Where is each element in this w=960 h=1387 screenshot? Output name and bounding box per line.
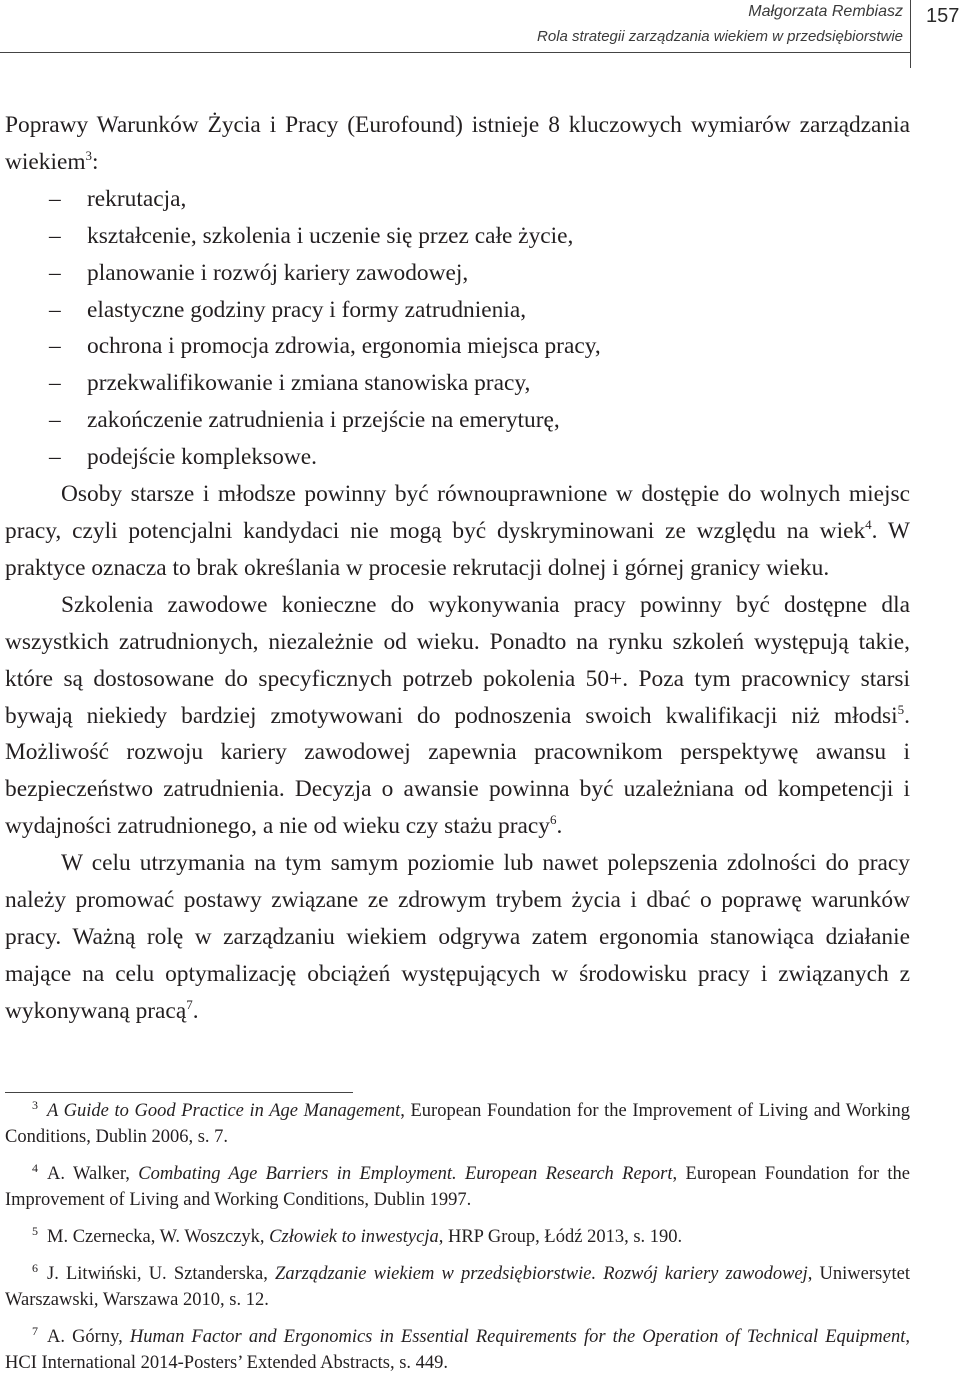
list-item: – przekwalifikowanie i zmiana stanowiska pracy, [87,365,910,402]
footnotes [5,1098,910,1387]
footnote-ref-3[interactable]: 3 [85,147,93,163]
list-item: – planowanie i rozwój kariery zawodowej, [87,255,910,292]
header-vertical-rule [910,0,911,68]
list-item: – podejście kompleksowe. [87,439,910,476]
footnote-4: $^4$ A. Walker, Combating Age Barriers in Employment. European Research Report, European Foundation for the Improvement of Living and Working Conditions, Dublin 1997. [5,1161,910,1210]
footnote-6: $^6$ J. Litwiński, U. Sztanderska, Zarządzanie wiekiem w przedsiębiorstwie. Rozwój kariery zawodowej, Uniwersytet Warszawski, Warszawa 2010, s. 12. [5,1261,910,1310]
running-head [0,0,960,70]
paragraph-training: Szkolenia zawodowe konieczne do wykonywania pracy powinny być dostępne dla wszystkich zatrudnionych, niezależnie od wieku. Ponadto na rynku szkoleń występują takie, które są dostosowane do specyficznych potrzeb pokolenia 50+. Poza tym pracownicy starsi bywają niekiedy bardziej zmotywowani do podnoszenia swoich kwalifikacji niż młodsi$^5$. Możliwość rozwoju kariery zawodowej zapewnia pracownikom perspektywę awansu i bezpieczeństwo zatrudnienia. Decyzja o awansie powinna być uzależniana od kompetencji i wydajności zatrudnionego, a nie od wieku czy stażu pracy$^6$. [5,591,910,840]
footnote-number: 4 [32,1161,38,1175]
page-number: 157 [926,5,960,27]
list-item: – ochrona i promocja zdrowia, ergonomia miejsca pracy, [87,328,910,365]
footnote-number: 7 [32,1324,38,1338]
footnote-ref-6[interactable]: 6 [549,812,557,828]
footnote-ref-7[interactable]: 7 [186,996,193,1012]
intro-paragraph: Poprawy Warunków Życia i Pracy (Eurofound) istnieje 8 kluczowych wymiarów zarządzania wiekiem$^3$: [5,112,910,175]
list-item: – rekrutacja, [87,181,910,218]
intro-text: Poprawy Warunków Życia i Pracy (Eurofound) istnieje 8 kluczowych wymiarów zarządzania wiekiem [5,112,910,175]
footnote-number: 3 [32,1098,38,1112]
footnote-ref-5[interactable]: 5 [897,701,905,717]
running-head-title: Rola strategii zarządzania wiekiem w przedsiębiorstwie [537,28,903,45]
header-rule [0,52,910,53]
list-item: – kształcenie, szkolenia i uczenie się przez całe życie, [87,218,910,255]
footnote-5: $^5$ M. Czernecka, W. Woszczyk, Człowiek to inwestycja, HRP Group, Łódź 2013, s. 190. [32,1224,683,1247]
footnote-number: 5 [32,1224,38,1238]
footnote-ref-4[interactable]: 4 [865,516,872,532]
footnote-separator [5,1092,353,1093]
running-head-author: Małgorzata Rembiasz [748,3,903,20]
footnote-3: $^3$ A Guide to Good Practice in Age Management, European Foundation for the Improvement of Living and Working Conditions, Dublin 2006, s. 7. [5,1098,910,1147]
age-management-dimensions-list [5,181,910,476]
footnote-7: $^7$ A. Górny, Human Factor and Ergonomics in Essential Requirements for the Operation of Technical Equipment, HCI International 2014-Posters’ Extended Abstracts, s. 449. [5,1324,910,1373]
body-text [5,107,910,1030]
list-item: – elastyczne godziny pracy i formy zatrudnienia, [87,292,910,329]
list-item: – zakończenie zatrudnienia i przejście na emeryturę, [87,402,910,439]
footnote-number: 6 [32,1261,38,1275]
paragraph-ergonomics: W celu utrzymania na tym samym poziomie lub nawet polepszenia zdolności do pracy należy promować postawy związane ze zdrowym trybem życia i dbać o poprawę warunków pracy. Ważną rolę w zarządzaniu wiekiem odgrywa zatem ergonomia stanowiąca działanie mające na celu optymalizację obciążeń występujących w środowisku pracy i związanych z wykonywaną pracą$^7$. [5,850,910,1024]
paragraph-recruitment: Osoby starsze i młodsze powinny być równouprawnione w dostępie do wolnych miejsc pracy, czyli potencjalni kandydaci nie mogą być dyskryminowani ze względu na wiek$^4$. W praktyce oznacza to brak określania w procesie rekrutacji dolnej i górnej granicy wieku. [5,481,910,581]
